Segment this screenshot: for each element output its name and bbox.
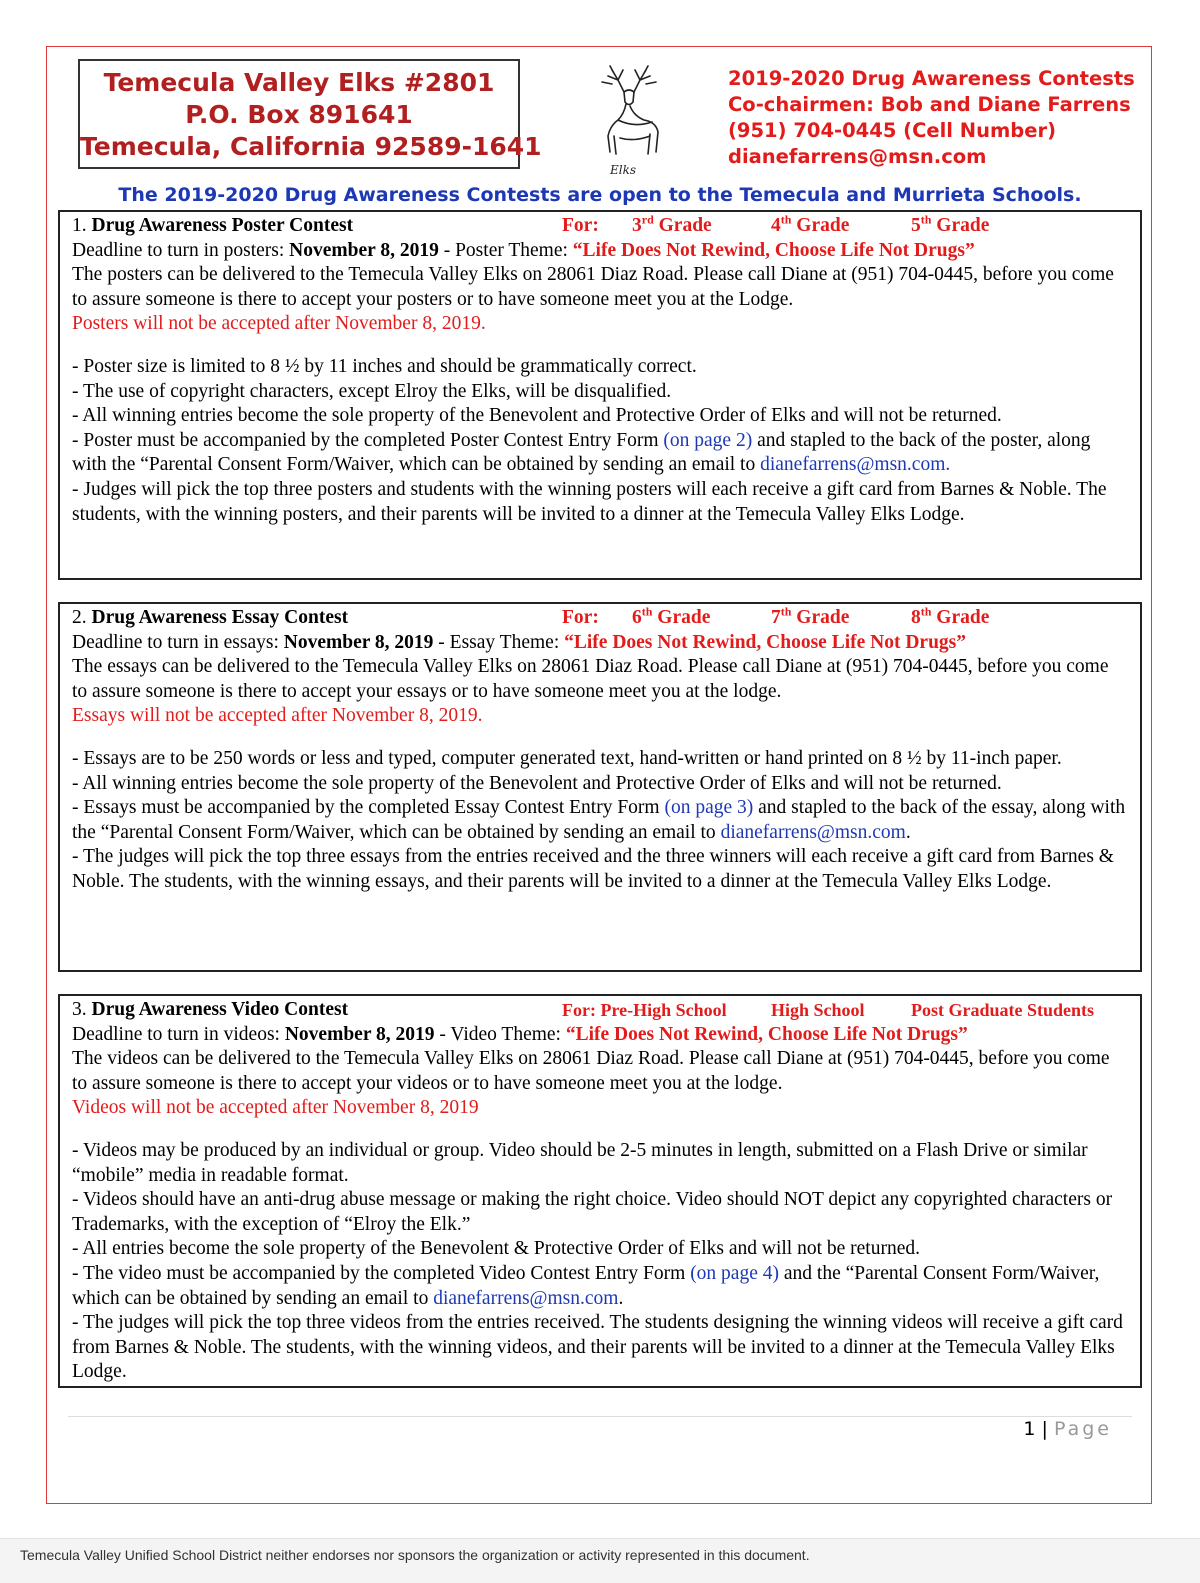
grade-6: 6th Grade	[632, 604, 711, 628]
poster-deadline-line: Deadline to turn in posters: November 8, 2019 - Poster Theme: “Life Does Not Rewind, Choose Life Not Drugs”	[72, 239, 975, 261]
essay-rule-property: - All winning entries become the sole property of the Benevolent and Protective Order of Elks and will not be returned.	[72, 772, 1002, 794]
poster-theme: “Life Does Not Rewind, Choose Life Not Drugs”	[572, 239, 975, 261]
contest-season-title: 2019-2020 Drug Awareness Contests	[728, 67, 1135, 90]
org-po-box: P.O. Box 891641	[185, 100, 413, 129]
page-3-link[interactable]: (on page 3)	[664, 797, 754, 819]
page-number: 1 | Page	[1023, 1418, 1112, 1440]
video-contest-heading: 3. Drug Awareness Video Contest For: Pre-High School High School Post Graduate Students	[72, 998, 1128, 1023]
video-rule-entry-form: - The video must be accompanied by the completed Video Contest Entry Form (on page 4) and the “Parental Consent Form/Waiver, which can be obtained by sending an email to dianefarrens@msn.com.	[72, 1262, 1100, 1309]
for-label: For:	[562, 607, 599, 628]
cell-number: (951) 704-0445 (Cell Number)	[728, 119, 1057, 142]
poster-contest-heading: 1. Drug Awareness Poster Contest For: 3rd Grade 4th Grade 5th Grade	[72, 214, 1128, 239]
poster-rule-copyright: - The use of copyright characters, except Elroy the Elks, will be disqualified.	[72, 380, 672, 402]
section-title: Drug Awareness Essay Contest	[91, 607, 349, 628]
video-deadline-line: Deadline to turn in videos: November 8, 2019 - Video Theme: “Life Does Not Rewind, Choose Life Not Drugs”	[72, 1023, 968, 1045]
essay-rule-entry-form: - Essays must be accompanied by the completed Essay Contest Entry Form (on page 3) and stapled to the back of the essay, along with the “Parental Consent Form/Waiver, which can be obtained by sending an email to dianefarrens@msn.com.	[72, 797, 1126, 843]
video-rule-message: - Videos should have an anti-drug abuse message or making the right choice. Video should NOT depict any copyrighted characters or Trademarks, with the exception of “Elroy the Elk.”	[72, 1189, 1113, 1235]
essay-theme: “Life Does Not Rewind, Choose Life Not Drugs”	[564, 631, 967, 653]
contact-email[interactable]: dianefarrens@msn.com	[728, 145, 987, 168]
page-4-link[interactable]: (on page 4)	[690, 1262, 779, 1284]
video-theme: “Life Does Not Rewind, Choose Life Not Drugs”	[565, 1023, 968, 1045]
video-delivery: The videos can be delivered to the Temecula Valley Elks on 28061 Diaz Road. Please call Diane at (951) 704-0445, before you come to assure someone is there to accept your videos or to have someone meet you at the lodge.	[72, 1048, 1110, 1094]
email-link[interactable]: dianefarrens@msn.com.	[760, 454, 951, 476]
section-number: 1	[72, 215, 82, 236]
eligibility-banner: The 2019-2020 Drug Awareness Contests are open to the Temecula and Murrieta Schools.	[118, 184, 1082, 206]
poster-rule-size: - Poster size is limited to 8 ½ by 11 inches and should be grammatically correct.	[72, 355, 697, 377]
section-number: 2	[72, 607, 82, 628]
district-disclaimer: Temecula Valley Unified School District neither endorses nor sponsors the organization or activity represented in this document.	[20, 1547, 810, 1563]
section-number: 3	[72, 999, 82, 1020]
elk-logo-signature: Elks	[610, 163, 637, 177]
contest-contact-info	[728, 66, 1135, 170]
page-2-link[interactable]: (on page 2)	[663, 429, 753, 451]
email-link[interactable]: dianefarrens@msn.com	[720, 821, 906, 843]
email-link[interactable]: dianefarrens@msn.com	[433, 1287, 619, 1309]
for-pre-high-school: For: Pre-High School	[562, 1000, 727, 1020]
poster-contest-section	[58, 210, 1142, 580]
poster-rule-judging: - Judges will pick the top three posters and students with the winning posters will each receive a gift card from Barnes & Noble. The students, with the winning posters, and their parents will be invited to a dinner at the Temecula Valley Elks Lodge.	[72, 478, 1107, 525]
poster-delivery: The posters can be delivered to the Temecula Valley Elks on 28061 Diaz Road. Please call Diane at (951) 704-0445, before you come to assure someone is there to accept your posters or to have someone meet you at the Lodge.	[72, 264, 1114, 310]
co-chairmen: Co-chairmen: Bob and Diane Farrens	[728, 93, 1131, 116]
video-rule-judging: - The judges will pick the top three videos from the entries received. The students designing the winning videos will receive a gift card from Barnes & Noble. The students, with the winning videos, and their parents will be invited to a dinner at the Temecula Valley Elks Lodge.	[72, 1312, 1123, 1383]
video-rule-format: - Videos may be produced by an individual or group. Video should be 2-5 minutes in length, submitted on a Flash Drive or similar “mobile” media in readable format.	[72, 1139, 1088, 1186]
essay-deadline-line: Deadline to turn in essays: November 8, 2019 - Essay Theme: “Life Does Not Rewind, Choose Life Not Drugs”	[72, 631, 967, 653]
for-label: For:	[562, 215, 599, 236]
video-rule-property: - All entries become the sole property of the Benevolent & Protective Order of Elks and will not be returned.	[72, 1238, 921, 1260]
post-graduate-students: Post Graduate Students	[911, 1000, 1095, 1020]
org-city: Temecula, California 92589-1641	[80, 132, 542, 161]
essay-rule-length: - Essays are to be 250 words or less and typed, computer generated text, hand-written or hand printed on 8 ½ by 11-inch paper.	[72, 747, 1062, 769]
elk-logo-icon	[590, 62, 672, 178]
grade-7: 7th Grade	[771, 604, 850, 628]
essay-contest-heading: 2. Drug Awareness Essay Contest For: 6th Grade 7th Grade 8th Grade	[72, 606, 1128, 631]
video-contest-section	[58, 994, 1142, 1388]
poster-not-accepted: Posters will not be accepted after November 8, 2019.	[72, 313, 486, 335]
grade-4: 4th Grade	[771, 212, 850, 236]
essay-rule-judging: - The judges will pick the top three essays from the entries received and the three winners will each receive a gift card from Barnes & Noble. The students, with the winning essays, and their parents will be invited to a dinner at the Temecula Valley Elks Lodge.	[72, 846, 1114, 892]
essay-delivery: The essays can be delivered to the Temecula Valley Elks on 28061 Diaz Road. Please call Diane at (951) 704-0445, before you come to assure someone is there to accept your essays or to have someone meet you at the lodge.	[72, 656, 1109, 702]
organization-address-box	[78, 59, 542, 169]
poster-rule-entry-form: - Poster must be accompanied by the completed Poster Contest Entry Form (on page 2) and stapled to the back of the poster, along with the “Parental Consent Form/Waiver, which can be obtained by sending an email to dianefarrens@msn.com.	[72, 429, 1091, 476]
grade-5: 5th Grade	[911, 212, 990, 236]
section-title: Drug Awareness Poster Contest	[91, 215, 354, 236]
essay-not-accepted: Essays will not be accepted after November 8, 2019.	[72, 705, 483, 727]
grade-8: 8th Grade	[911, 604, 990, 628]
video-not-accepted: Videos will not be accepted after November 8, 2019	[72, 1097, 479, 1119]
poster-rule-property: - All winning entries become the sole property of the Benevolent and Protective Order of Elks and will not be returned.	[72, 405, 1002, 427]
grade-3: 3rd Grade	[632, 212, 712, 236]
footer-divider	[68, 1416, 1132, 1417]
essay-contest-section	[58, 602, 1142, 972]
section-title: Drug Awareness Video Contest	[91, 999, 349, 1020]
high-school: High School	[771, 1000, 865, 1020]
org-name: Temecula Valley Elks #2801	[103, 68, 495, 97]
